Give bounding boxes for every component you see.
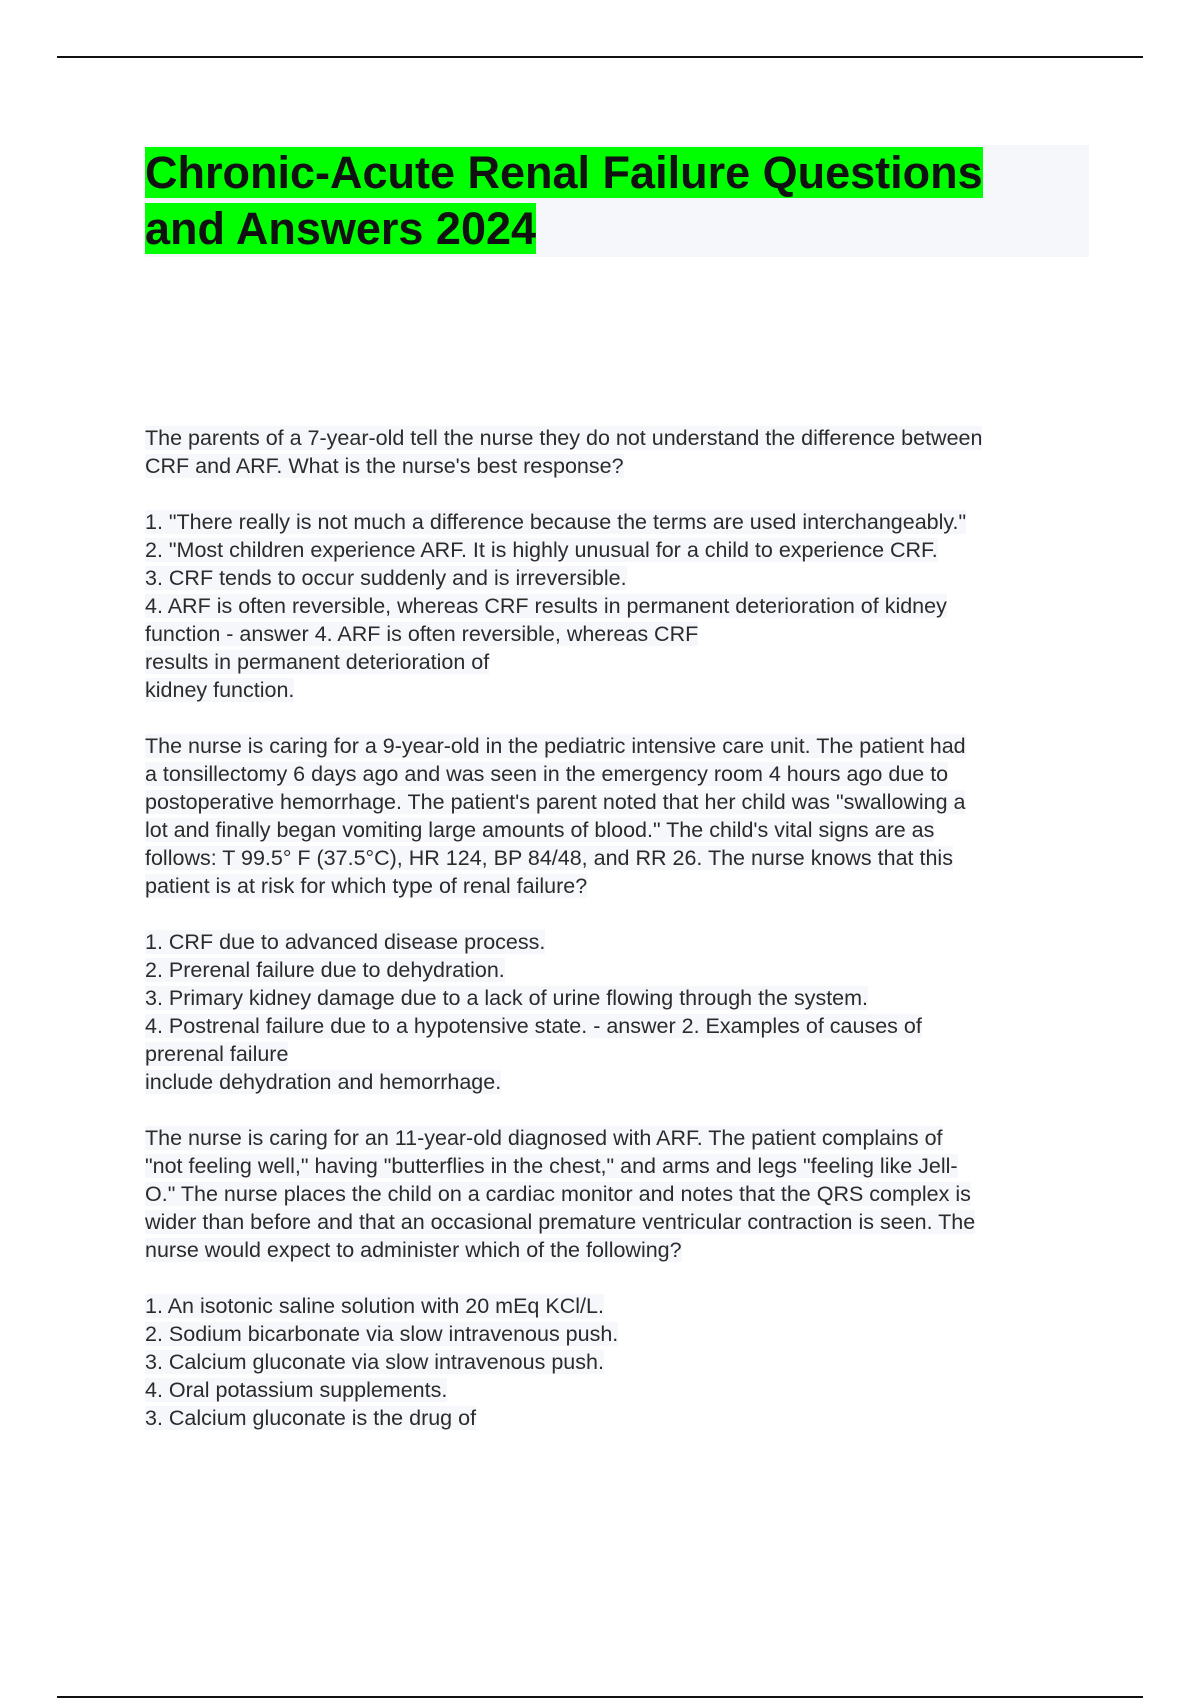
document-title — [145, 145, 1089, 257]
document-body — [145, 424, 1089, 1432]
question-2: The nurse is caring for a 9-year-old in the pediatric intensive care unit. The patient had a tonsillectomy 6 days ago and was seen in the emergency room 4 hours ago due to postoperative hemorrhage. The patient's parent noted that her child was "swallowing a lot and finally began vomiting large amounts of blood." The child's vital signs are as follows: T 99.5° F (37.5°C), HR 124, BP 84/48, and RR 26. The nurse knows that this patient is at risk for which type of renal failure? — [145, 734, 966, 898]
question-3: The nurse is caring for an 11-year-old diagnosed with ARF. The patient complains of "not feeling well," having "butterflies in the chest," and arms and legs "feeling like Jell- O." The nurse places the child on a cardiac monitor and notes that the QRS complex is wider than before and that an occasional premature ventricular contraction is seen. The nurse would expect to administer which of the following? — [145, 1126, 976, 1262]
question-2-options: 1. CRF due to advanced disease process. 2. Prerenal failure due to dehydration. 3. Primary kidney damage due to a lack of urine flowing through the system. 4. Postrenal failure due to a hypotensive state. - answer 2. Examples of causes of prerenal failure include dehydration and hemorrhage. — [145, 930, 922, 1094]
question-1: The parents of a 7-year-old tell the nurse they do not understand the difference between CRF and ARF. What is the nurse's best response? — [145, 426, 983, 478]
title-line-1: Chronic-Acute Renal Failure Questions — [145, 147, 983, 198]
header-rule — [57, 56, 1143, 58]
question-3-options: 1. An isotonic saline solution with 20 mEq KCl/L. 2. Sodium bicarbonate via slow intravenous push. 3. Calcium gluconate via slow intravenous push. 4. Oral potassium supplements. 3. Calcium gluconate is the drug of — [145, 1294, 619, 1430]
footer-rule — [57, 1696, 1143, 1698]
title-block — [145, 145, 1089, 257]
title-line-2: and Answers 2024 — [145, 203, 537, 254]
question-1-options: 1. "There really is not much a difference because the terms are used interchangeably." 2. "Most children experience ARF. It is highly unusual for a child to experience CRF. 3. CRF tends to occur suddenly and is irreversible. 4. ARF is often reversible, whereas CRF results in permanent deterioration of kidney function - answer 4. ARF is often reversible, whereas CRF results in permanent deterioration of kidney function. — [145, 510, 967, 702]
